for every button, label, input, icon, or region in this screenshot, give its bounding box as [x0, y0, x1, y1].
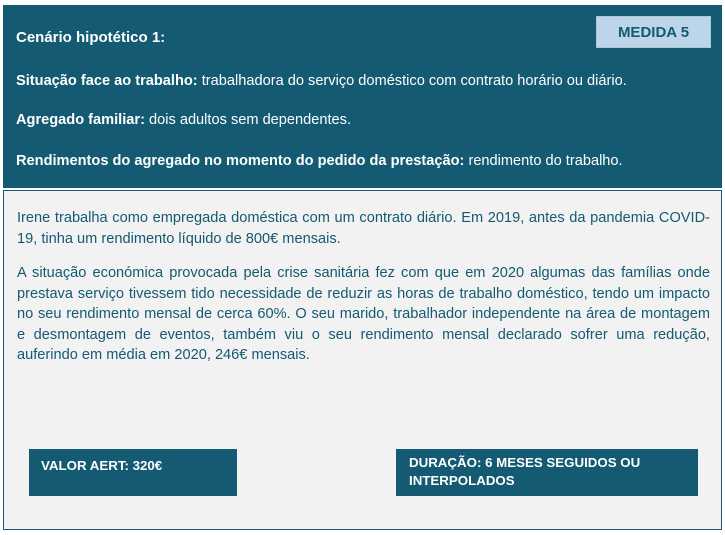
scenario-title: Cenário hipotético 1:: [16, 29, 166, 46]
household-row: [16, 112, 351, 128]
duration-box: DURAÇÃO: 6 MESES SEGUIDOS OU INTERPOLADOS: [396, 449, 698, 496]
work-situation-row: [16, 73, 627, 89]
income-value: rendimento do trabalho.: [468, 153, 623, 169]
scenario-body: [3, 190, 722, 530]
household-value: dois adultos sem dependentes.: [149, 112, 352, 128]
paragraph-2: A situação económica provocada pela crise sanitária fez com que em 2020 algumas das famílias onde prestava serviço tivessem tido necessidade de reduzir as horas de trabalho doméstico, tendo um impacto no seu rendimento mensal de cerca 60%. O seu marido, trabalhador independente na área de montagem e desmontagem de eventos, também viu o seu rendimento mensal declarado sofrer uma redução, auferindo em média em 2020, 246€ mensais.: [17, 265, 710, 363]
measure-badge: MEDIDA 5: [596, 16, 711, 48]
income-row: [16, 153, 623, 169]
income-label: Rendimentos do agregado no momento do pedido da prestação:: [16, 153, 465, 169]
paragraph-1: Irene trabalha como empregada doméstica com um contrato diário. Em 2019, antes da pandemia COVID-19, tinha um rendimento líquido de 800€ mensais.: [17, 210, 710, 247]
work-situation-value: trabalhadora do serviço doméstico com contrato horário ou diário.: [201, 73, 627, 89]
value-aert-box: VALOR AERT: 320€: [29, 449, 237, 496]
household-label: Agregado familiar:: [16, 112, 145, 128]
scenario-header: [3, 5, 722, 188]
work-situation-label: Situação face ao trabalho:: [16, 73, 198, 89]
